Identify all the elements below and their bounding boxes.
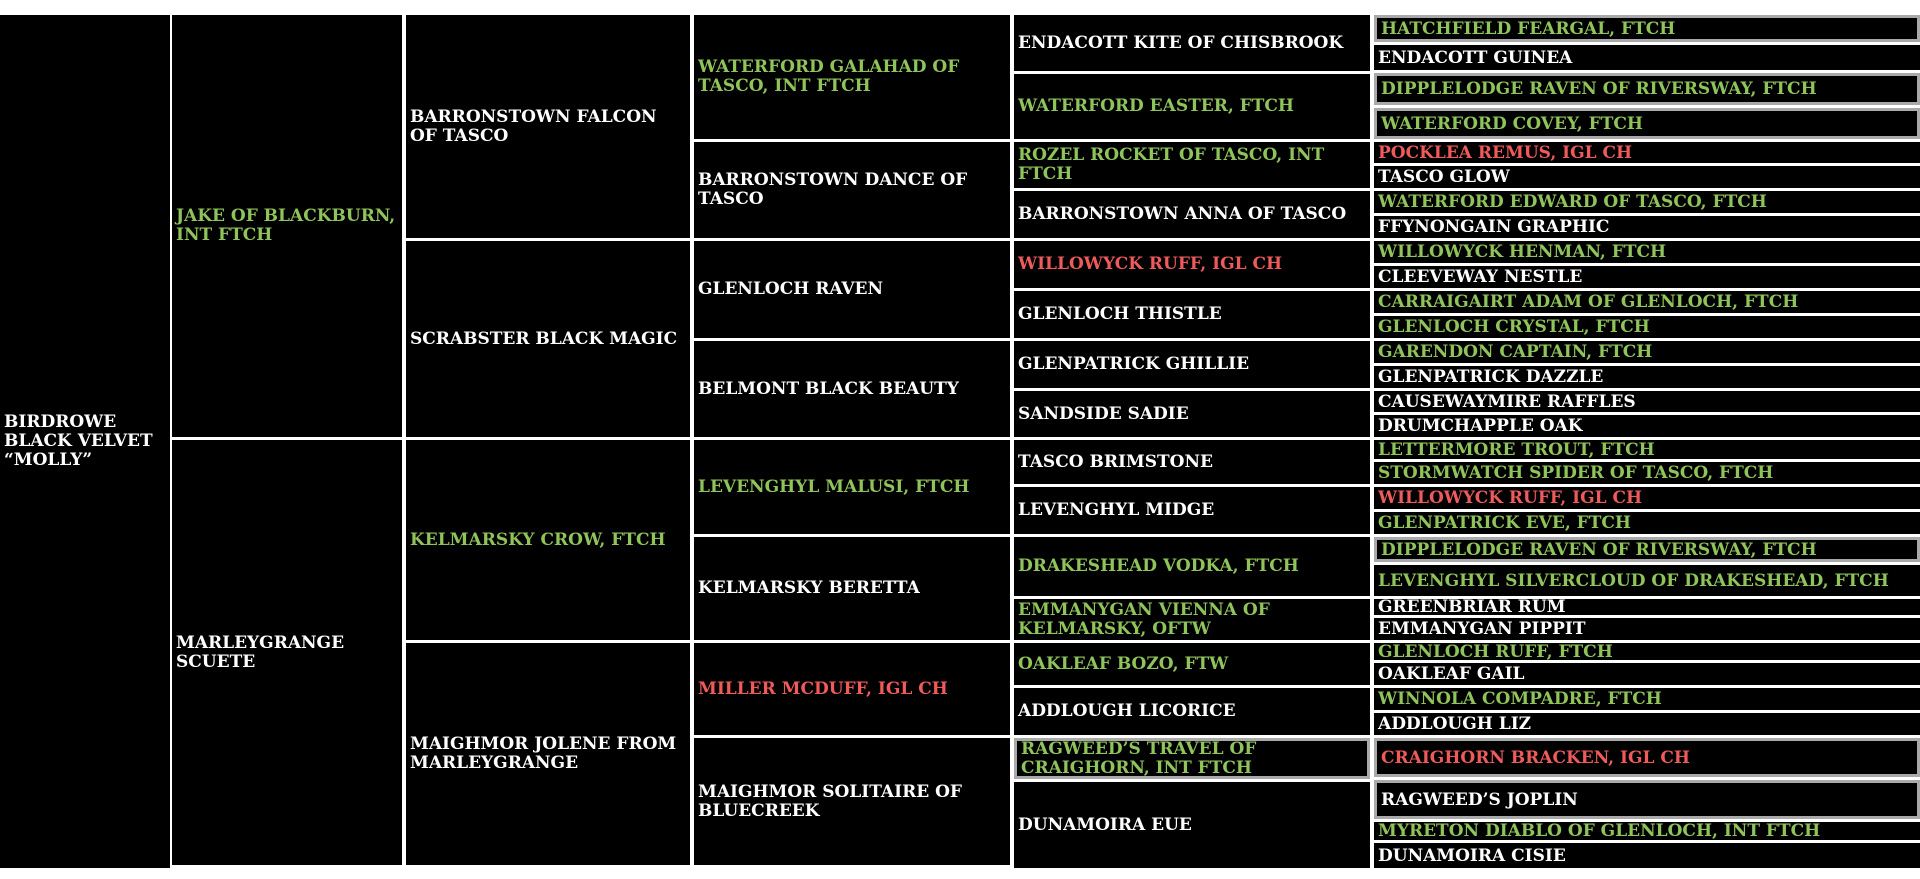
pedigree-sire-dam-1 [172,15,402,437]
dog-name: GLENPATRICK EVE, FTCH [1378,513,1631,533]
dog-name: GLENLOCH CRYSTAL, FTCH [1378,317,1650,337]
dog-name: LETTERMORE TROUT, FTCH [1378,440,1655,459]
pedigree-gen5-7 [1374,191,1920,213]
dog-name: FFYNONGAIN GRAPHIC [1378,217,1610,237]
dog-name: HATCHFIELD FEARGAL, FTCH [1381,18,1676,39]
dog-name: BELMONT BLACK BEAUTY [698,378,959,399]
dog-name: WINNOLA COMPADRE, FTCH [1378,689,1662,709]
pedigree-gen5-24 [1374,618,1920,640]
pedigree-grandparent-4 [406,643,690,865]
dog-name: ADDLOUGH LICORICE [1018,701,1236,721]
pedigree-gen5-11 [1374,291,1920,313]
pedigree-gen4-16 [1014,782,1370,868]
pedigree-great-grandparent-5 [694,440,1010,534]
dog-name: KELMARSKY BERETTA [698,578,920,598]
dog-name: ROZEL ROCKET OF TASCO, INT FTCH [1018,145,1325,184]
pedigree-gen4-12 [1014,599,1370,640]
dog-name: WATERFORD COVEY, FTCH [1381,113,1643,134]
pedigree-gen5-2 [1374,45,1920,70]
dog-name: GARENDON CAPTAIN, FTCH [1378,342,1653,362]
dog-name: DIPPLELODGE RAVEN OF RIVERSWAY, FTCH [1381,539,1817,560]
pedigree-grandparent-3 [406,440,690,640]
pedigree-gen5-20 [1374,512,1920,534]
dog-name: DRAKESHEAD VODKA, FTCH [1018,556,1299,576]
pedigree-gen5-9 [1374,241,1920,263]
dog-name: WILLOWYCK RUFF, IGL CH [1018,254,1283,274]
dog-name: GLENLOCH THISTLE [1018,304,1222,324]
dog-name: BARRONSTOWN FALCON OF TASCO [410,106,657,146]
dog-name: MILLER MCDUFF, IGL CH [698,678,948,699]
dog-name: POCKLEA REMUS, IGL CH [1378,142,1633,163]
dog-name: BARRONSTOWN DANCE OF TASCO [698,170,968,209]
pedigree-gen5-6 [1374,166,1920,188]
pedigree-sire-dam-2 [172,440,402,865]
pedigree-gen4-13 [1014,643,1370,685]
dog-name: ENDACOTT KITE OF CHISBROOK [1018,32,1344,53]
pedigree-great-grandparent-3 [694,241,1010,338]
dog-name: SANDSIDE SADIE [1018,403,1189,424]
dog-name: CAUSEWAYMIRE RAFFLES [1378,391,1636,412]
dog-name: JAKE OF BLACKBURN, INT FTCH [176,206,396,245]
dog-name: ENDACOTT GUINEA [1378,47,1573,68]
pedigree-gen5-14 [1374,366,1920,388]
dog-name: SCRABSTER BLACK MAGIC [410,328,678,349]
dog-name: DRUMCHAPPLE OAK [1378,416,1583,436]
pedigree-great-grandparent-1 [694,15,1010,139]
dog-name: GLENLOCH RAVEN [698,279,884,299]
pedigree-gen4-1 [1014,15,1370,71]
pedigree-great-grandparent-2 [694,142,1010,238]
pedigree-gen5-15 [1374,391,1920,412]
pedigree-gen5-3 [1374,73,1920,105]
pedigree-gen5-19 [1374,487,1920,509]
pedigree-gen5-32 [1374,843,1920,868]
pedigree-gen5-4 [1374,108,1920,139]
dog-name: GREENBRIAR RUM [1378,599,1566,615]
dog-name: LEVENGHYL MALUSI, FTCH [698,476,970,497]
dog-name: ADDLOUGH LIZ [1378,714,1532,734]
pedigree-subject-1 [0,15,170,868]
pedigree-great-grandparent-4 [694,341,1010,437]
dog-name: MAIGHMOR SOLITAIRE OF BLUECREEK [698,781,962,821]
dog-name: EMMANYGAN VIENNA OF KELMARSKY, OFTW [1018,599,1270,639]
dog-name: MAIGHMOR JOLENE FROM MARLEYGRANGE [410,734,677,773]
pedigree-gen4-14 [1014,688,1370,735]
dog-name: WILLOWYCK HENMAN, FTCH [1378,242,1667,262]
dog-name: WATERFORD EDWARD OF TASCO, FTCH [1378,192,1767,212]
pedigree-great-grandparent-6 [694,537,1010,640]
dog-name: OAKLEAF BOZO, FTW [1018,653,1229,674]
pedigree-gen5-22 [1374,565,1920,596]
dog-name: BARRONSTOWN ANNA OF TASCO [1018,204,1347,224]
pedigree-gen4-8 [1014,391,1370,437]
pedigree-gen5-12 [1374,316,1920,338]
pedigree-gen4-10 [1014,487,1370,534]
dog-name: TASCO BRIMSTONE [1018,451,1213,472]
pedigree-gen4-6 [1014,291,1370,338]
dog-name: DUNAMOIRA CISIE [1378,845,1566,866]
pedigree-gen5-30 [1374,780,1920,819]
dog-name: CARRAIGAIRT ADAM OF GLENLOCH, FTCH [1378,292,1799,312]
pedigree-gen5-31 [1374,822,1920,840]
pedigree-gen5-27 [1374,688,1920,710]
dog-name: EMMANYGAN PIPPIT [1378,619,1586,639]
dog-name: GLENPATRICK GHILLIE [1018,354,1250,374]
pedigree-gen5-16 [1374,415,1920,437]
pedigree-gen4-5 [1014,241,1370,288]
dog-name: GLENLOCH RUFF, FTCH [1378,643,1613,660]
pedigree-gen4-9 [1014,440,1370,484]
pedigree-gen5-18 [1374,462,1920,484]
pedigree-gen5-10 [1374,266,1920,288]
dog-name: WILLOWYCK RUFF, IGL CH [1378,488,1643,508]
dog-name: CLEEVEWAY NESTLE [1378,267,1583,287]
pedigree-gen4-11 [1014,537,1370,596]
dog-name: TASCO GLOW [1378,167,1510,187]
dog-name: LEVENGHYL MIDGE [1018,500,1215,520]
pedigree-gen5-25 [1374,643,1920,660]
dog-name: LEVENGHYL SILVERCLOUD OF DRAKESHEAD, FTCH [1378,570,1889,591]
dog-name: KELMARSKY CROW, FTCH [410,529,666,550]
dog-name: OAKLEAF GAIL [1378,664,1525,684]
pedigree-grandparent-1 [406,15,690,238]
dog-name: DUNAMOIRA EUE [1018,814,1192,835]
pedigree-gen4-7 [1014,341,1370,388]
dog-name: BIRDROWE BLACK VELVET “MOLLY” [4,412,153,470]
dog-name: WATERFORD EASTER, FTCH [1018,96,1294,116]
pedigree-gen5-5 [1374,142,1920,163]
pedigree-gen4-4 [1014,191,1370,238]
dog-name: CRAIGHORN BRACKEN, IGL CH [1381,747,1690,768]
pedigree-gen4-2 [1014,74,1370,139]
dog-name: RAGWEED’S JOPLIN [1381,789,1578,810]
pedigree-gen5-26 [1374,663,1920,685]
dog-name: GLENPATRICK DAZZLE [1378,367,1604,387]
pedigree-great-grandparent-7 [694,643,1010,735]
pedigree-gen4-3 [1014,142,1370,188]
dog-name: STORMWATCH SPIDER OF TASCO, FTCH [1378,463,1774,483]
dog-name: RAGWEED’S TRAVEL OF CRAIGHORN, INT FTCH [1021,738,1257,778]
pedigree-gen5-13 [1374,341,1920,363]
pedigree-gen5-1 [1374,15,1920,42]
dog-name: WATERFORD GALAHAD OF TASCO, INT FTCH [698,57,960,96]
pedigree-gen5-8 [1374,216,1920,238]
pedigree-great-grandparent-8 [694,738,1010,865]
pedigree-gen5-29 [1374,738,1920,777]
pedigree-gen5-23 [1374,599,1920,615]
pedigree-gen5-21 [1374,537,1920,562]
pedigree-gen5-17 [1374,440,1920,459]
pedigree-gen4-15 [1014,738,1370,779]
dog-name: MYRETON DIABLO OF GLENLOCH, INT FTCH [1378,822,1821,840]
dog-name: DIPPLELODGE RAVEN OF RIVERSWAY, FTCH [1381,79,1817,99]
pedigree-gen5-28 [1374,713,1920,735]
pedigree-grandparent-2 [406,241,690,437]
dog-name: MARLEYGRANGE SCUETE [176,632,345,672]
